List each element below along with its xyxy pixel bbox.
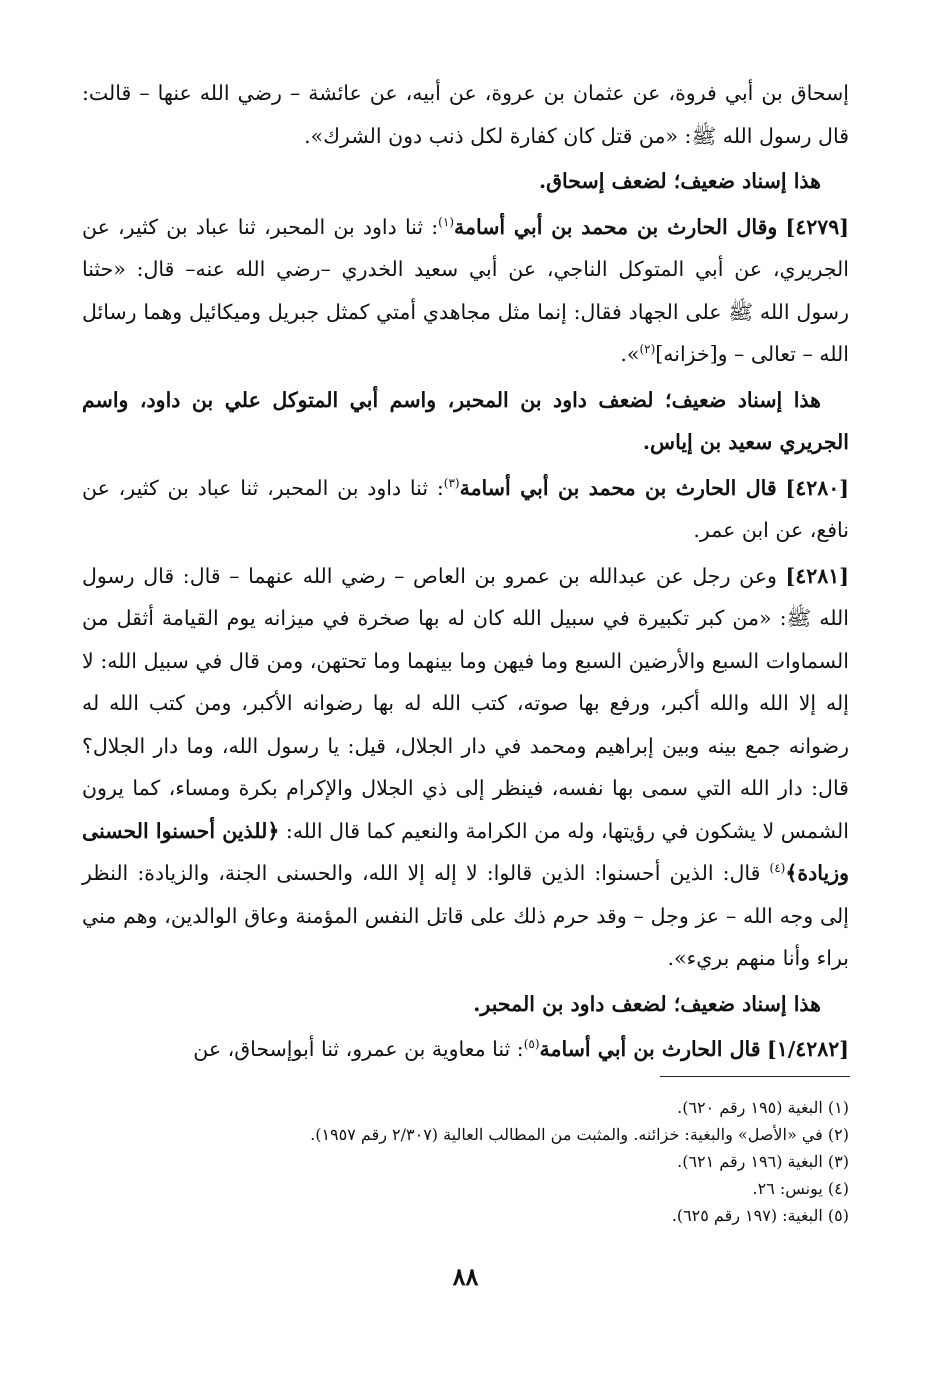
hadith-4279: [82, 206, 849, 376]
hadith-number: [٤٢٨٠]: [785, 475, 849, 500]
paragraph-continuation: [82, 72, 849, 157]
narrator-intro: وقال الحارث بن محمد بن أبي أسامة: [454, 214, 778, 239]
hadith-text: : ثنا داود بن المحبر، ثنا عباد بن كثير، عن الجريري، عن أبي المتوكل الناجي، عن أبي سعيد الخدري –رضي الله عنه– قال: «حثنا رسول الله ﷺ على الجهاد فقال: إنما مثل مجاهدي أمتي كمثل جبريل وميكائيل وهما رسائل الله – تعالى – و[خزانه]: [82, 214, 849, 366]
footnotes: [82, 1094, 849, 1229]
footnote-ref[interactable]: (٢): [639, 342, 656, 357]
footnote-ref[interactable]: (١): [438, 214, 454, 229]
narrator-intro: قال الحارث بن محمد بن أبي أسامة: [459, 475, 777, 500]
footnote-item: (٢) في «الأصل» والبغية: خزائنه. والمثبت من المطالب العالية (٢/٣٠٧ رقم ١٩٥٧).: [310, 1125, 849, 1144]
grading-text: هذا إسناد ضعيف؛ لضعف إسحاق.: [539, 169, 821, 193]
hadith-number: [١/٤٢٨٢]: [767, 1037, 849, 1061]
grading-text: هذا إسناد ضعيف؛ لضعف داود بن المحبر، واسم أبي المتوكل علي بن داود، واسم الجريري سعيد بن إياس.: [82, 387, 849, 454]
footnote-item: (٥) البغية: (١٩٧ رقم ٦٢٥).: [671, 1206, 849, 1225]
hadith-text: : ثنا معاوية بن عمرو، ثنا أبوإسحاق، عن: [193, 1037, 524, 1061]
footnote-ref[interactable]: (٤): [769, 861, 786, 876]
hadith-number: [٤٢٧٩]: [785, 214, 849, 239]
hadith-4282: [82, 1028, 849, 1071]
footnote-ref[interactable]: (٣): [443, 475, 460, 490]
isnad-grading: [82, 983, 849, 1026]
quran-quote: ﴿للذين أحسنوا الحسنى وزيادة﴾: [82, 818, 849, 885]
footnote-ref[interactable]: (٥): [523, 1037, 540, 1052]
hadith-number: [٤٢٨١]: [785, 563, 849, 588]
narrator-intro: قال الحارث بن أبي أسامة: [539, 1037, 761, 1061]
page-number: ٨٨: [452, 1262, 479, 1291]
footnote-item: (١) البغية (١٩٥ رقم ٦٢٠).: [677, 1098, 849, 1117]
main-text: [82, 72, 849, 1074]
isnad-grading: [82, 379, 849, 464]
footnote-item: (٣) البغية (١٩٦ رقم ٦٢١).: [677, 1152, 849, 1171]
footnote-divider: [660, 1076, 850, 1077]
hadith-4280: [82, 467, 849, 552]
footnote-item: (٤) يونس: ٢٦.: [752, 1179, 849, 1198]
hadith-text: وعن رجل عن عبدالله بن عمرو بن العاص – رضي الله عنهما – قال: قال رسول الله ﷺ: «من كبر تكبيرة في سبيل الله كان له بها صخرة في ميزانه يوم القيامة أثقل من السماوات السبع والأرضين السبع وما فيهن وما بينهما وما تحتهن، ومن قال في سبيل الله: لا إله إلا الله والله أكبر، ورفع بها صوته، كتب الله له بها رضوانه الأكبر، ومن كتب الله له رضوانه جمع بينه وبين إبراهيم ومحمد في دار الجلال، قيل: يا رسول الله، وما دار الجلال؟ قال: دار الله التي سمى بها نفسه، فينظر إلى ذي الجلال والإكرام بكرة ومساء، كما يرون الشمس لا يشكون في رؤيتها، وله من الكرامة والنعيم كما قال الله:: [82, 563, 849, 843]
paragraph-text: إسحاق بن أبي فروة، عن عثمان بن عروة، عن أبيه، عن عائشة – رضي الله عنها – قالت: قال رسول الله ﷺ: «من قتل كان كفارة لكل ذنب دون الشرك».: [82, 81, 849, 148]
isnad-grading: [82, 160, 849, 203]
grading-text: هذا إسناد ضعيف؛ لضعف داود بن المحبر.: [473, 991, 821, 1016]
hadith-4281: [82, 555, 849, 980]
hadith-tail: قال: الذين أحسنوا: الذين قالوا: لا إله إلا الله، والحسنى الجنة، والزيادة: النظر إلى وجه الله – عز وجل – وقد حرم ذلك على قاتل النفس المؤمنة وعاق الوالدين، وهم مني براء وأنا منهم بريء».: [82, 861, 849, 970]
hadith-text: : ثنا داود بن المحبر، ثنا عباد بن كثير، عن نافع، عن ابن عمر.: [82, 475, 849, 542]
hadith-tail: ».: [620, 342, 640, 366]
